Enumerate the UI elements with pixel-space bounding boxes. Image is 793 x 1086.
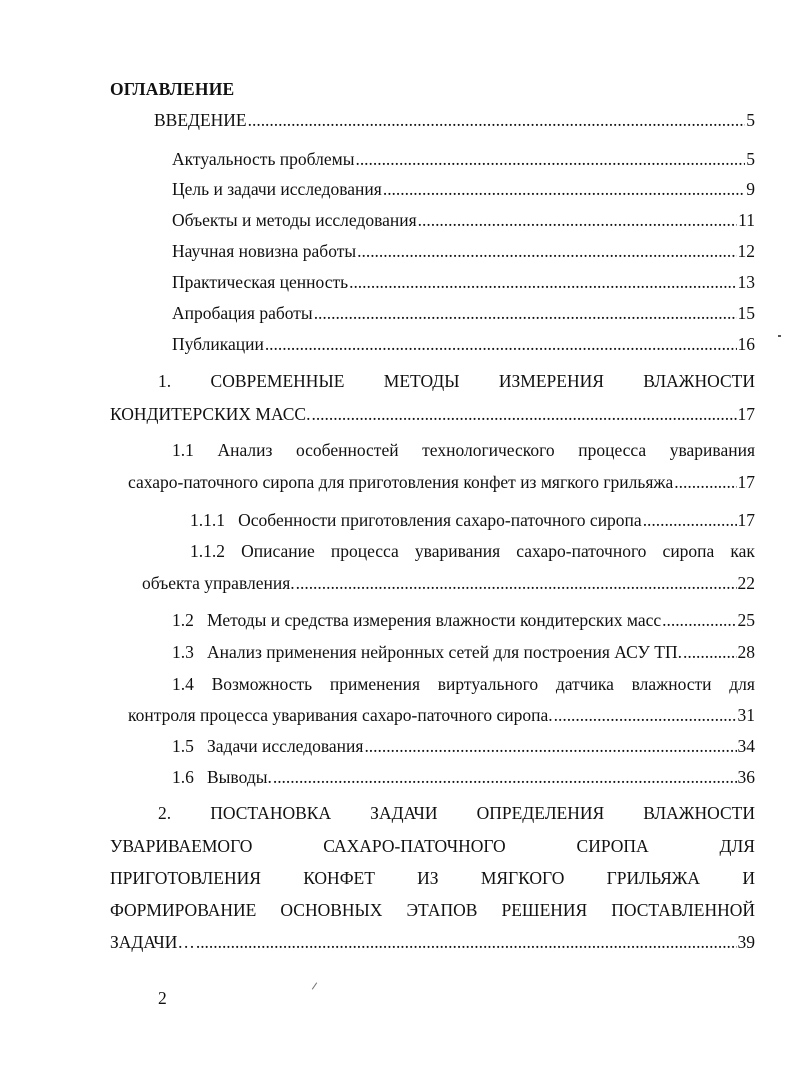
toc-entry-label: 1.6 Выводы. — [172, 767, 272, 787]
toc-entry-label: 1.3 Анализ применения нейронных сетей для построения АСУ ТП. — [172, 642, 682, 662]
toc-entry-page: 9 — [746, 179, 755, 199]
section-title-word: технологического — [422, 440, 555, 460]
toc-section-1-1-2-line2[interactable] — [142, 573, 755, 594]
section-title-word: влажности — [631, 674, 712, 694]
section-title-word: процесса — [330, 541, 399, 561]
toc-entry-page: 13 — [737, 272, 755, 292]
section-number: 1.4 — [172, 674, 194, 694]
chapter-title-word: СОВРЕМЕННЫЕ — [210, 371, 345, 391]
chapter-title-word: ГРИЛЬЯЖА — [606, 868, 701, 888]
chapter-title-word: ДЛЯ — [719, 836, 755, 856]
toc-entry-page: 5 — [746, 149, 755, 169]
leader-dots — [674, 472, 736, 493]
leader-dots — [357, 241, 736, 262]
chapter-title-word: САХАРО-ПАТОЧНОГО — [323, 836, 506, 856]
toc-section-1-5[interactable] — [172, 736, 755, 757]
toc-entry-intro-item[interactable] — [172, 149, 755, 170]
toc-section-1-2[interactable] — [172, 610, 755, 631]
toc-entry-intro-item[interactable] — [172, 334, 755, 355]
leader-dots — [643, 510, 737, 531]
leader-dots — [355, 149, 745, 170]
scan-artifact — [778, 335, 781, 337]
chapter-title-word: ОСНОВНЫХ — [280, 900, 383, 920]
toc-entry-page: 22 — [737, 573, 755, 593]
toc-entry-label: 1.1.1 Особенности приготовления сахаро-паточного сиропа — [190, 510, 642, 530]
chapter-title-word: СИРОПА — [576, 836, 649, 856]
chapter-title-word: МЯГКОГО — [480, 868, 565, 888]
toc-chapter-2-line5[interactable] — [110, 932, 755, 953]
section-title-word: Описание — [241, 541, 315, 561]
toc-entry-page: 25 — [737, 610, 755, 630]
chapter-number: 2. — [158, 803, 172, 823]
chapter-title-word: ОПРЕДЕЛЕНИЯ — [476, 803, 605, 823]
toc-chapter-2-line3[interactable] — [110, 868, 755, 889]
chapter-title-word: ПОСТАВЛЕННОЙ — [611, 900, 755, 920]
toc-entry-page: 17 — [737, 404, 755, 424]
section-title-word: применения — [329, 674, 421, 694]
toc-entry-label: ЗАДАЧИ… — [110, 932, 195, 952]
toc-entry-label: объекта управления. — [142, 573, 295, 593]
toc-section-1-3[interactable] — [172, 642, 755, 663]
toc-entry-page: 36 — [737, 767, 755, 787]
leader-dots — [383, 179, 745, 200]
leader-dots — [662, 610, 736, 631]
chapter-number: 1. — [158, 371, 172, 391]
toc-entry-label: контроля процесса уваривания сахаро-паточного сиропа. — [128, 705, 553, 725]
leader-dots — [296, 573, 737, 594]
toc-entry-intro[interactable] — [154, 110, 755, 131]
toc-entry-intro-item[interactable] — [172, 303, 755, 324]
toc-entry-page: 12 — [737, 241, 755, 261]
chapter-title-word: И — [742, 868, 755, 888]
leader-dots — [364, 736, 736, 757]
leader-dots — [554, 705, 737, 726]
chapter-title-word: КОНФЕТ — [303, 868, 375, 888]
chapter-title-word: ПОСТАНОВКА — [210, 803, 332, 823]
toc-section-1-6[interactable] — [172, 767, 755, 788]
toc-section-1-4-line2[interactable] — [128, 705, 755, 726]
toc-chapter-2-line4[interactable] — [110, 900, 755, 921]
section-title-word: сиропа — [662, 541, 715, 561]
leader-dots — [349, 272, 736, 293]
toc-entry-intro-item[interactable] — [172, 210, 755, 231]
chapter-title-word: УВАРИВАЕМОГО — [110, 836, 253, 856]
toc-entry-intro-item[interactable] — [172, 241, 755, 262]
leader-dots — [418, 210, 737, 231]
toc-entry-page: 17 — [737, 510, 755, 530]
chapter-title-word: ВЛАЖНОСТИ — [643, 803, 755, 823]
toc-entry-page: 15 — [737, 303, 755, 323]
toc-title: ОГЛАВЛЕНИЕ — [110, 79, 235, 99]
scan-artifact — [312, 982, 317, 989]
toc-section-1-1-2-line1[interactable] — [190, 541, 755, 562]
section-title-word: уваривания — [414, 541, 501, 561]
toc-entry-label: Цель и задачи исследования — [172, 179, 382, 199]
section-number: 1.1.2 — [190, 541, 225, 561]
toc-entry-page: 28 — [737, 642, 755, 662]
toc-section-1-1-line1[interactable] — [172, 440, 755, 461]
chapter-title-word: ПРИГОТОВЛЕНИЯ — [110, 868, 261, 888]
toc-entry-page: 5 — [746, 110, 755, 130]
chapter-title-word: ВЛАЖНОСТИ — [643, 371, 755, 391]
toc-entry-label: сахаро-паточного сиропа для приготовления конфет из мягкого грильяжа — [128, 472, 674, 492]
toc-entry-intro-item[interactable] — [172, 272, 755, 293]
toc-entry-label: 1.2 Методы и средства измерения влажности кондитерских масс — [172, 610, 662, 630]
section-title-word: как — [730, 541, 755, 561]
toc-section-1-4-line1[interactable] — [172, 674, 755, 695]
toc-entry-label: 1.5 Задачи исследования — [172, 736, 364, 756]
leader-dots — [683, 642, 737, 663]
toc-entry-page: 31 — [737, 705, 755, 725]
chapter-title-word: РЕШЕНИЯ — [501, 900, 588, 920]
toc-entry-page: 11 — [738, 210, 755, 230]
toc-chapter-1-line1[interactable] — [158, 371, 755, 392]
leader-dots — [273, 767, 737, 788]
section-number: 1.1 — [172, 440, 194, 460]
toc-entry-label: Научная новизна работы — [172, 241, 357, 261]
page-number: 2 — [158, 988, 167, 1008]
chapter-title-word: ИЗ — [417, 868, 439, 888]
section-title-word: для — [729, 674, 755, 694]
chapter-title-word: ФОРМИРОВАНИЕ — [110, 900, 257, 920]
leader-dots — [248, 110, 746, 131]
toc-entry-label: Объекты и методы исследования — [172, 210, 417, 230]
section-title-word: датчика — [555, 674, 614, 694]
toc-chapter-2-line2[interactable] — [110, 836, 755, 857]
toc-section-1-1-1[interactable] — [190, 510, 755, 531]
section-title-word: виртуального — [437, 674, 539, 694]
leader-dots — [196, 932, 737, 953]
section-title-word: особенностей — [295, 440, 399, 460]
section-title-word: процесса — [578, 440, 647, 460]
toc-section-1-1-line2[interactable] — [128, 472, 755, 493]
toc-entry-page: 17 — [737, 472, 755, 492]
leader-dots — [265, 334, 737, 355]
section-title-word: сахаро-паточного — [516, 541, 647, 561]
chapter-title-word: ИЗМЕРЕНИЯ — [498, 371, 604, 391]
section-title-word: уваривания — [669, 440, 755, 460]
toc-entry-label: КОНДИТЕРСКИХ МАСС. — [110, 404, 311, 424]
chapter-title-word: МЕТОДЫ — [383, 371, 460, 391]
toc-entry-page: 16 — [737, 334, 755, 354]
leader-dots — [311, 404, 736, 425]
toc-chapter-1-line2[interactable] — [110, 404, 755, 425]
toc-entry-label: Публикации — [172, 334, 264, 354]
toc-entry-label: ВВЕДЕНИЕ — [154, 110, 247, 130]
chapter-title-word: ЭТАПОВ — [406, 900, 478, 920]
toc-entry-label: Апробация работы — [172, 303, 313, 323]
toc-entry-page: 34 — [737, 736, 755, 756]
toc-chapter-2-line1[interactable] — [158, 803, 755, 824]
toc-entry-label: Актуальность проблемы — [172, 149, 355, 169]
section-title-word: Возможность — [211, 674, 313, 694]
toc-entry-page: 39 — [737, 932, 755, 952]
toc-entry-intro-item[interactable] — [172, 179, 755, 200]
toc-entry-label: Практическая ценность — [172, 272, 349, 292]
leader-dots — [314, 303, 737, 324]
chapter-title-word: ЗАДАЧИ — [370, 803, 438, 823]
section-title-word: Анализ — [217, 440, 273, 460]
